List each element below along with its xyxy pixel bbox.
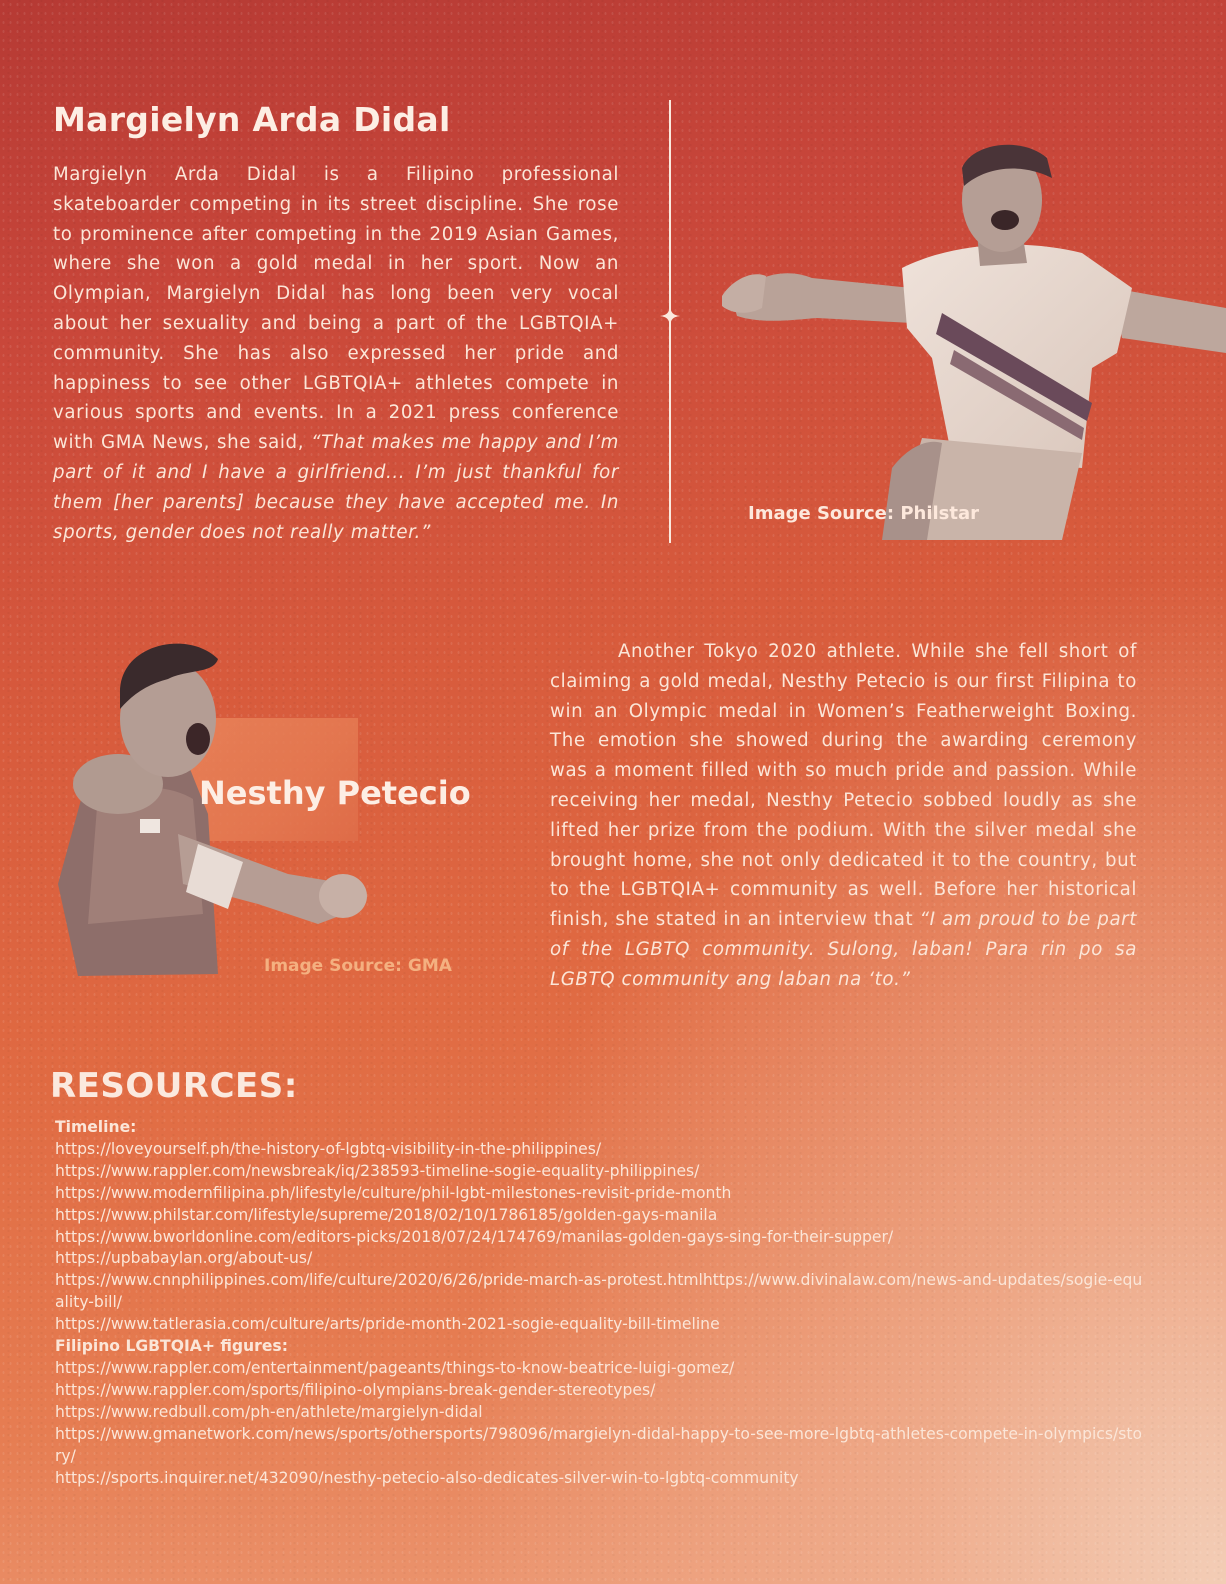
didal-paragraph-text: Margielyn Arda Didal is a Filipino professional skateboarder competing in its street discipline. She rose to prominence after competing in the 2019 Asian Games, where she won a gold medal in her sport. Now an Olympian, Margielyn Didal has long been very vocal about her sexuality and being a part of the LGBTQIA+ community. She has also expressed her pride and happiness to see other LGBTQIA+ athletes compete in various sports and events. In a 2021 press conference with GMA News, she said, xyxy=(53,164,619,454)
section-title-didal: Margielyn Arda Didal xyxy=(53,100,451,139)
resource-link[interactable]: https://www.tatlerasia.com/culture/arts/pride-month-2021-sogie-equality-bill-timeline xyxy=(55,1315,720,1334)
resources-heading: RESOURCES: xyxy=(50,1066,298,1106)
sparkle-icon xyxy=(660,306,680,326)
resources-category-figures: Filipino LGBTQIA+ figures: xyxy=(55,1337,288,1356)
resources-list xyxy=(55,1117,1145,1489)
petecio-paragraph xyxy=(550,637,1137,995)
resource-link[interactable]: https://www.rappler.com/newsbreak/iq/238593-timeline-sogie-equality-philippines/ xyxy=(55,1161,700,1180)
resource-link[interactable]: https://www.rappler.com/sports/filipino-olympians-break-gender-stereotypes/ xyxy=(55,1380,656,1399)
resource-link[interactable]: https://www.gmanetwork.com/news/sports/othersports/798096/margielyn-didal-happy-to-see-more-lgbtq-athletes-compete-in-olympics/story/ xyxy=(55,1424,1143,1465)
petecio-quote: “I am proud to be part of the LGBTQ community. Sulong, laban! Para rin po sa LGBTQ community ang laban na ‘to.” xyxy=(550,909,1137,990)
resource-link[interactable]: https://www.cnnphilippines.com/life/culture/2020/6/26/pride-march-as-protest.htmlhttps://www.divinalaw.com/news-and-updates/sogie-equality-bill/ xyxy=(55,1271,1143,1312)
resource-link[interactable]: https://www.modernfilipina.ph/lifestyle/culture/phil-lgbt-milestones-revisit-pride-month xyxy=(55,1183,732,1202)
petecio-image-source: Image Source: GMA xyxy=(264,956,452,976)
resource-link[interactable]: https://sports.inquirer.net/432090/nesthy-petecio-also-dedicates-silver-win-to-lgbtq-community xyxy=(55,1468,799,1487)
resource-link[interactable]: https://upbabaylan.org/about-us/ xyxy=(55,1249,313,1268)
resources-category-timeline: Timeline: xyxy=(55,1118,137,1136)
didal-paragraph xyxy=(53,160,619,547)
didal-photo xyxy=(722,138,1226,540)
didal-image-source: Image Source: Philstar xyxy=(748,503,980,524)
section-title-petecio: Nesthy Petecio xyxy=(199,774,471,812)
petecio-paragraph-text: Another Tokyo 2020 athlete. While she fell short of claiming a gold medal, Nesthy Petecio is our first Filipina to win an Olympic medal in Women’s Featherweight Boxing. The emotion she showed during the awarding ceremony was a moment filled with so much pride and passion. While receiving her medal, Nesthy Petecio sobbed loudly as she lifted her prize from the podium. With the silver medal she brought home, she not only dedicated it to the country, but to the LGBTQIA+ community as well. Before her historical finish, she stated in an interview that xyxy=(550,641,1137,931)
didal-quote: “That makes me happy and I’m part of it and I have a girlfriend... I’m just thankful for them [her parents] because they have accepted me. In sports, gender does not really matter.” xyxy=(53,432,619,543)
resource-link[interactable]: https://www.philstar.com/lifestyle/supreme/2018/02/10/1786185/golden-gays-manila xyxy=(55,1205,718,1224)
resource-link[interactable]: https://www.bworldonline.com/editors-picks/2018/07/24/174769/manilas-golden-gays-sing-for-their-supper/ xyxy=(55,1227,894,1246)
resource-link[interactable]: https://loveyourself.ph/the-history-of-lgbtq-visibility-in-the-philippines/ xyxy=(55,1139,602,1158)
resource-link[interactable]: https://www.redbull.com/ph-en/athlete/margielyn-didal xyxy=(55,1402,483,1421)
resource-link[interactable]: https://www.rappler.com/entertainment/pageants/things-to-know-beatrice-luigi-gomez/ xyxy=(55,1358,735,1377)
